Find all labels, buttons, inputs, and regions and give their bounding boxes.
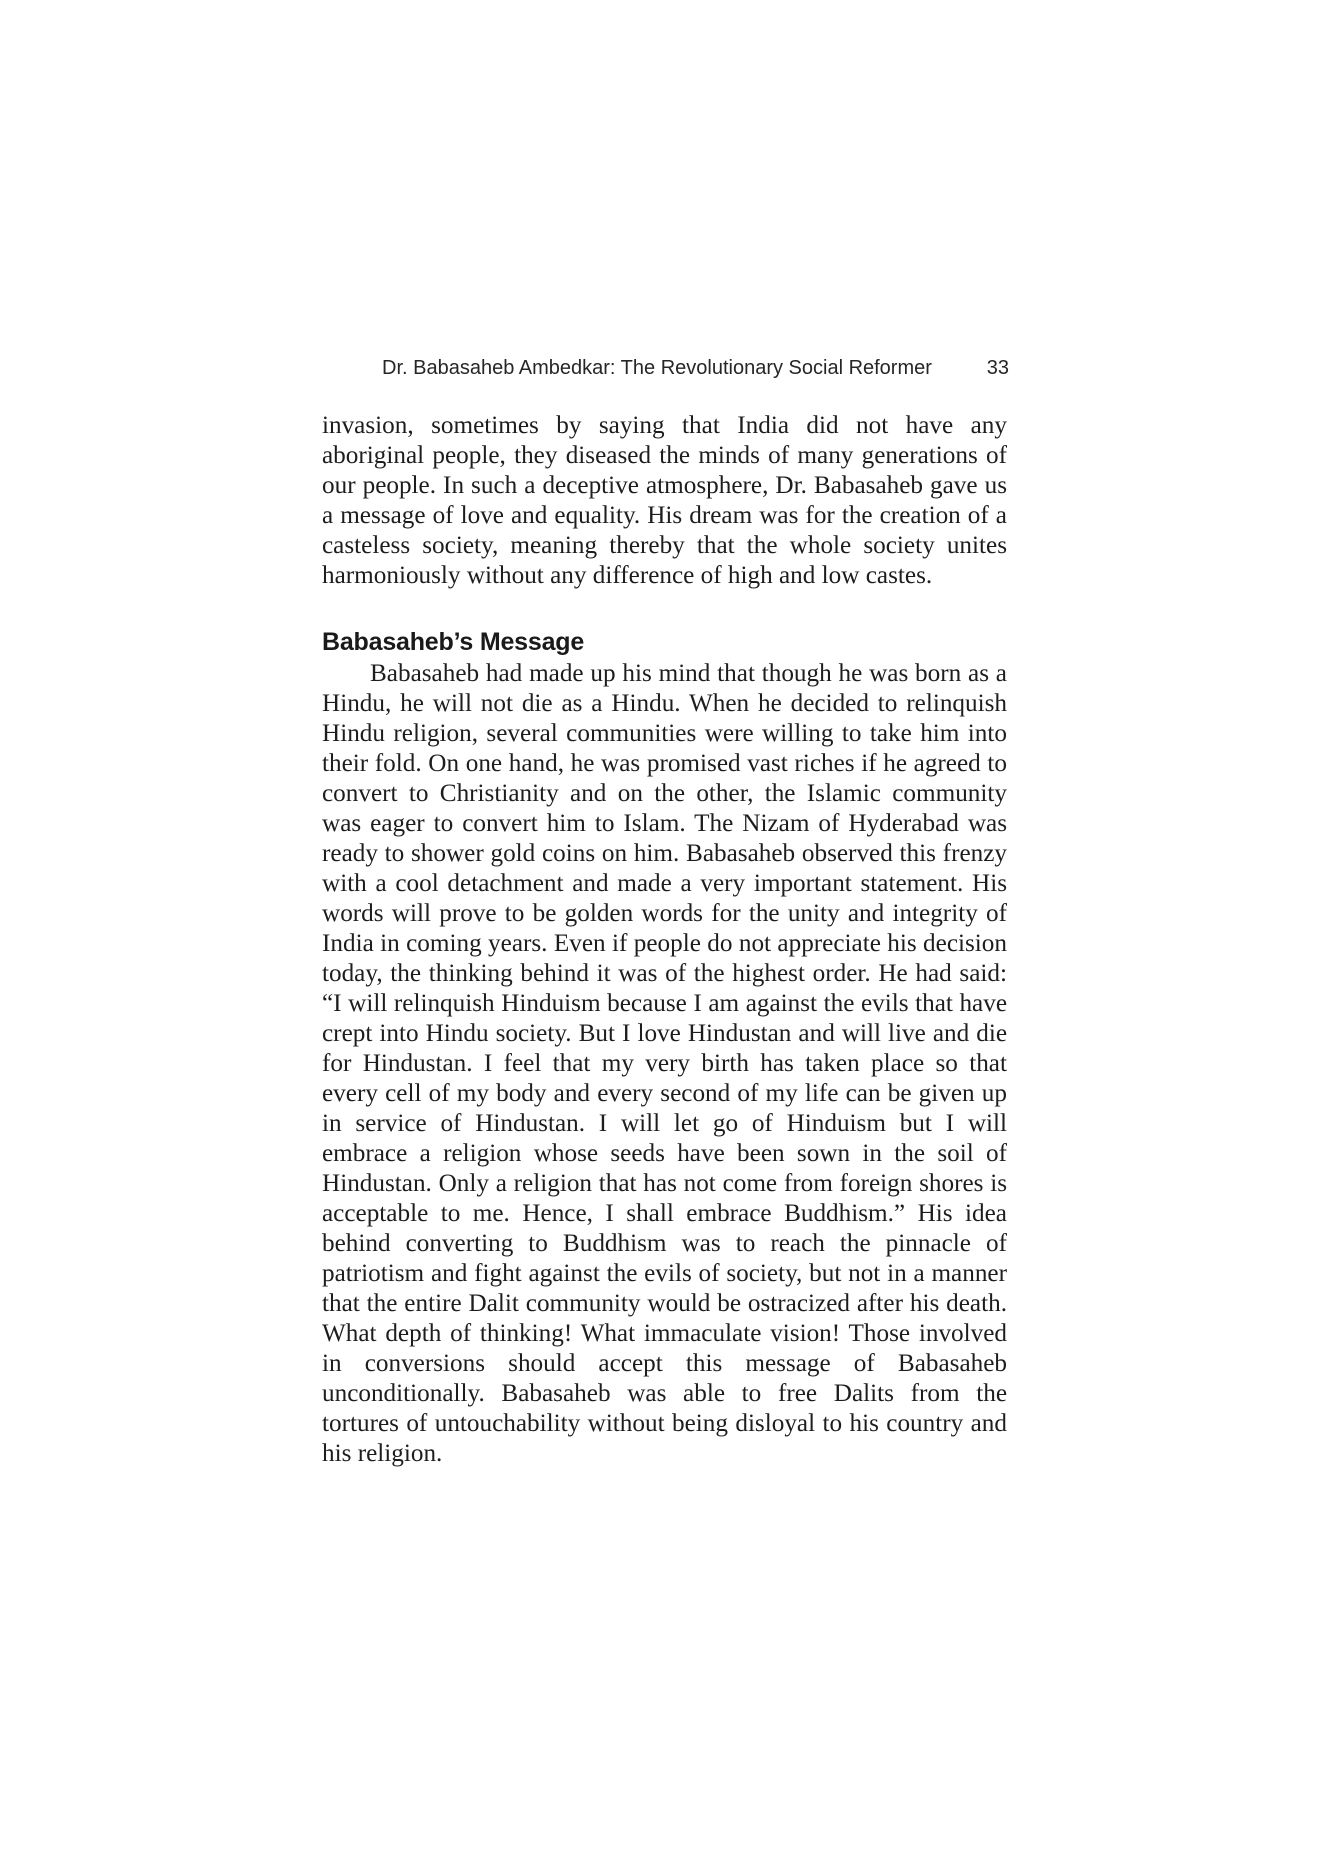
- running-title: Dr. Babasaheb Ambedkar: The Revolutionary Social Reformer: [382, 357, 932, 379]
- body-paragraph: Babasaheb had made up his mind that though he was born as a Hindu, he will not die as a Hindu. When he decided to relinquish Hindu religion, several communities were willing to take him into their fold. On one hand, he was promised vast riches if he agreed to convert to Christianity and on the other, the Islamic community was eager to convert him to Islam. The Nizam of Hyderabad was ready to shower gold coins on him. Babasaheb observed this frenzy with a cool detachment and made a very important statement. His words will prove to be golden words for the unity and integrity of India in coming years. Even if people do not appreciate his decision today, the thinking behind it was of the highest order. He had said: “I will relinquish Hinduism because I am against the evils that have crept into Hindu society. But I love Hindustan and will live and die for Hindustan. I feel that my very birth has taken place so that every cell of my body and every second of my life can be given up in service of Hindustan. I will let go of Hinduism but I will embrace a religion whose seeds have been sown in the soil of Hindustan. Only a religion that has not come from foreign shores is acceptable to me. Hence, I shall embrace Buddhism.” His idea behind converting to Buddhism was to reach the pinnacle of patriotism and fight against the evils of society, but not in a manner that the entire Dalit community would be ostracized after his death. What depth of thinking! What immaculate vision! Those involved in conversions should accept this message of Babasaheb unconditionally. Babasaheb was able to free Dalits from the tortures of untouchability without being disloyal to his country and his religion.: [322, 660, 1007, 1467]
- running-header: [322, 353, 1012, 383]
- body-paragraph-continued: invasion, sometimes by saying that India did not have any aboriginal people, they diseased the minds of many generations of our people. In such a deceptive atmosphere, Dr. Babasaheb gave us a message of love and equality. His dream was for the creation of a casteless society, meaning thereby that the whole society unites harmoniously without any difference of high and low castes.: [322, 412, 1007, 589]
- page-number: 33: [986, 357, 1009, 379]
- page-body: [322, 411, 1007, 1469]
- section-heading: Babasaheb’s Message: [322, 628, 585, 656]
